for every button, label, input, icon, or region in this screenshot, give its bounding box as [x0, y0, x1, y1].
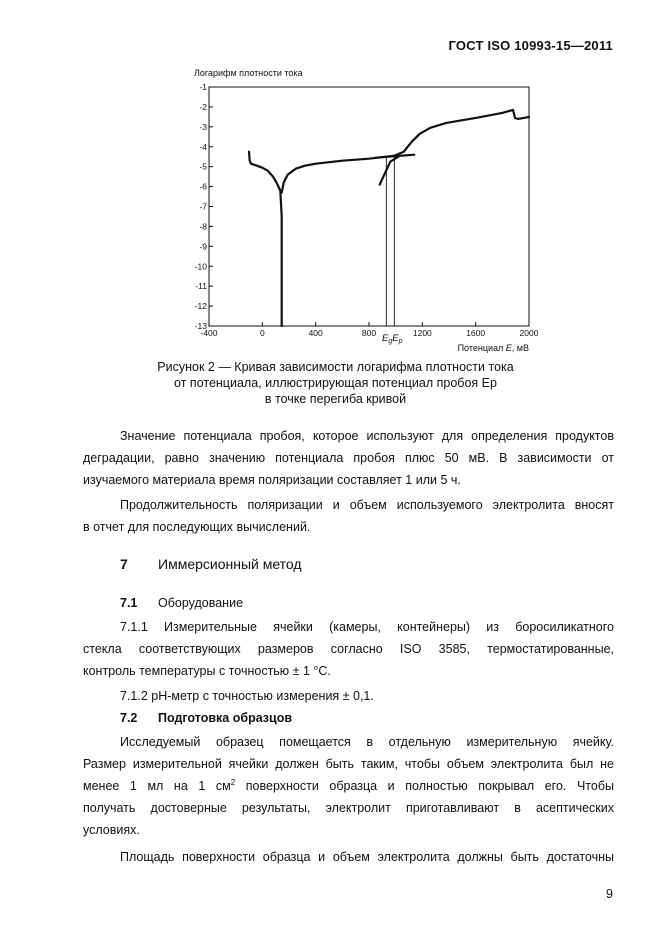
- paragraph-surface-area: [120, 846, 614, 868]
- x-axis-label-suffix: , мВ: [511, 343, 529, 353]
- section-7-heading: [120, 556, 302, 572]
- x-tick-label: -400: [200, 328, 218, 338]
- y-tick-label: -4: [199, 141, 207, 152]
- p1-line-1: Значение потенциала пробоя, которое используют для определения продуктов: [120, 429, 614, 443]
- series-line-2: [282, 110, 529, 193]
- eg-sub: g: [388, 338, 393, 345]
- s711-line-2: стекла соответствующих размеров согласно ISO 3585, термостатированные,: [83, 642, 614, 656]
- s72-line-3b: поверхности образца и полностью покрывал его. Чтобы: [235, 779, 614, 793]
- s711-line-3: контроль температуры с точностью ± 1 °C.: [83, 664, 331, 678]
- paragraph-7-1-1: [83, 616, 614, 682]
- section-7-2-number: 7.2: [120, 711, 138, 725]
- s72-line-3-sup: 2: [230, 777, 236, 787]
- y-tick-label: -2: [199, 101, 207, 112]
- section-7-1-title: Оборудование: [158, 596, 244, 610]
- paragraph-breakdown-potential: [83, 425, 614, 491]
- y-tick-label: -13: [194, 321, 207, 331]
- x-tick-label: 0: [259, 328, 265, 338]
- y-tick-label: -5: [199, 161, 207, 172]
- y-tick-label: -12: [194, 301, 207, 312]
- chart-title: Логарифм плотности тока: [194, 68, 303, 78]
- x-tick-label: 1600: [466, 328, 486, 338]
- section-7-2-heading: [120, 711, 292, 725]
- y-axis: [195, 82, 213, 331]
- y-tick-label: -8: [199, 221, 207, 232]
- paragraph-sample-preparation: [83, 731, 614, 841]
- s72-line-4: получать достоверные результаты, электролит приготавливают в асептических: [83, 801, 614, 815]
- y-tick-label: -7: [199, 201, 207, 212]
- series-line-3: [380, 157, 399, 185]
- caption-line-2: от потенциала, иллюстрирующая потенциал пробоя Ер: [174, 376, 497, 390]
- section-7-1-number: 7.1: [120, 596, 138, 610]
- caption-line-3: в точке перегиба кривой: [264, 392, 407, 406]
- p2-line-1: Продолжительность поляризации и объем используемого электролита вносят: [120, 498, 614, 512]
- y-tick-label: -9: [199, 241, 207, 252]
- potential-markers: [386, 157, 394, 326]
- x-axis-label-var: E: [505, 343, 512, 353]
- paragraph-polarization-duration: [83, 494, 614, 538]
- caption-line-1: Рисунок 2 — Кривая зависимости логарифма плотности тока: [157, 360, 514, 374]
- polarization-chart: [180, 62, 540, 354]
- ep-label: E: [392, 333, 399, 344]
- series-line-4: [376, 155, 415, 158]
- y-tick-label: -3: [199, 121, 207, 132]
- s711-line-1: 7.1.1 Измерительные ячейки (камеры, контейнеры) из боросиликатного: [120, 620, 614, 634]
- p1-line-3: изучаемого материала время поляризации составляет 1 или 5 ч.: [83, 473, 461, 487]
- x-tick-label: 800: [361, 328, 377, 338]
- x-tick-label: 1200: [412, 328, 432, 338]
- y-tick-label: -6: [199, 181, 207, 192]
- paragraph-7-1-2: [120, 685, 614, 707]
- section-7-2-title: Подготовка образцов: [158, 711, 293, 725]
- s72-line-2: Размер измерительной ячейки должен быть таким, чтобы объем электролита был не: [83, 757, 614, 771]
- s72-line-3a: менее 1 мл на 1 см: [83, 779, 231, 793]
- s712-line: 7.1.2 pH-метр с точностью измерения ± 0,1.: [120, 689, 374, 703]
- section-7-title: Иммерсионный метод: [158, 556, 302, 572]
- series-line-1: [249, 152, 282, 326]
- marker-labels: [382, 333, 403, 345]
- document-header: ГОСТ ISO 10993-15—2011: [448, 38, 613, 53]
- x-tick-label: 2000: [519, 328, 539, 338]
- section-7-number: 7: [120, 556, 128, 572]
- chart-series: [249, 110, 529, 326]
- s72-line-5: условиях.: [83, 823, 140, 837]
- ep-sub: p: [398, 338, 403, 345]
- y-tick-label: -11: [195, 281, 207, 292]
- y-tick-label: -10: [194, 261, 207, 272]
- last-line-1: Площадь поверхности образца и объем электролита должны быть достаточны: [120, 850, 614, 864]
- x-axis-label: [458, 343, 529, 353]
- p1-line-2: деградации, равно значению потенциала пробоя плюс 50 мВ. В зависимости от: [83, 451, 614, 465]
- plot-frame: [209, 87, 529, 326]
- page-number: 9: [606, 887, 613, 901]
- figure-caption: [120, 359, 551, 407]
- x-axis-label-prefix: Потенциал: [457, 343, 506, 353]
- x-axis: [200, 322, 538, 338]
- y-tick-label: -1: [199, 82, 207, 92]
- s72-line-1: Исследуемый образец помещается в отдельную измерительную ячейку.: [120, 735, 614, 749]
- x-tick-label: 400: [308, 328, 323, 338]
- s72-line-3: [83, 775, 614, 797]
- p2-line-2: в отчет для последующих вычислений.: [83, 520, 311, 534]
- eg-label: E: [382, 333, 389, 344]
- section-7-1-heading: [120, 596, 243, 610]
